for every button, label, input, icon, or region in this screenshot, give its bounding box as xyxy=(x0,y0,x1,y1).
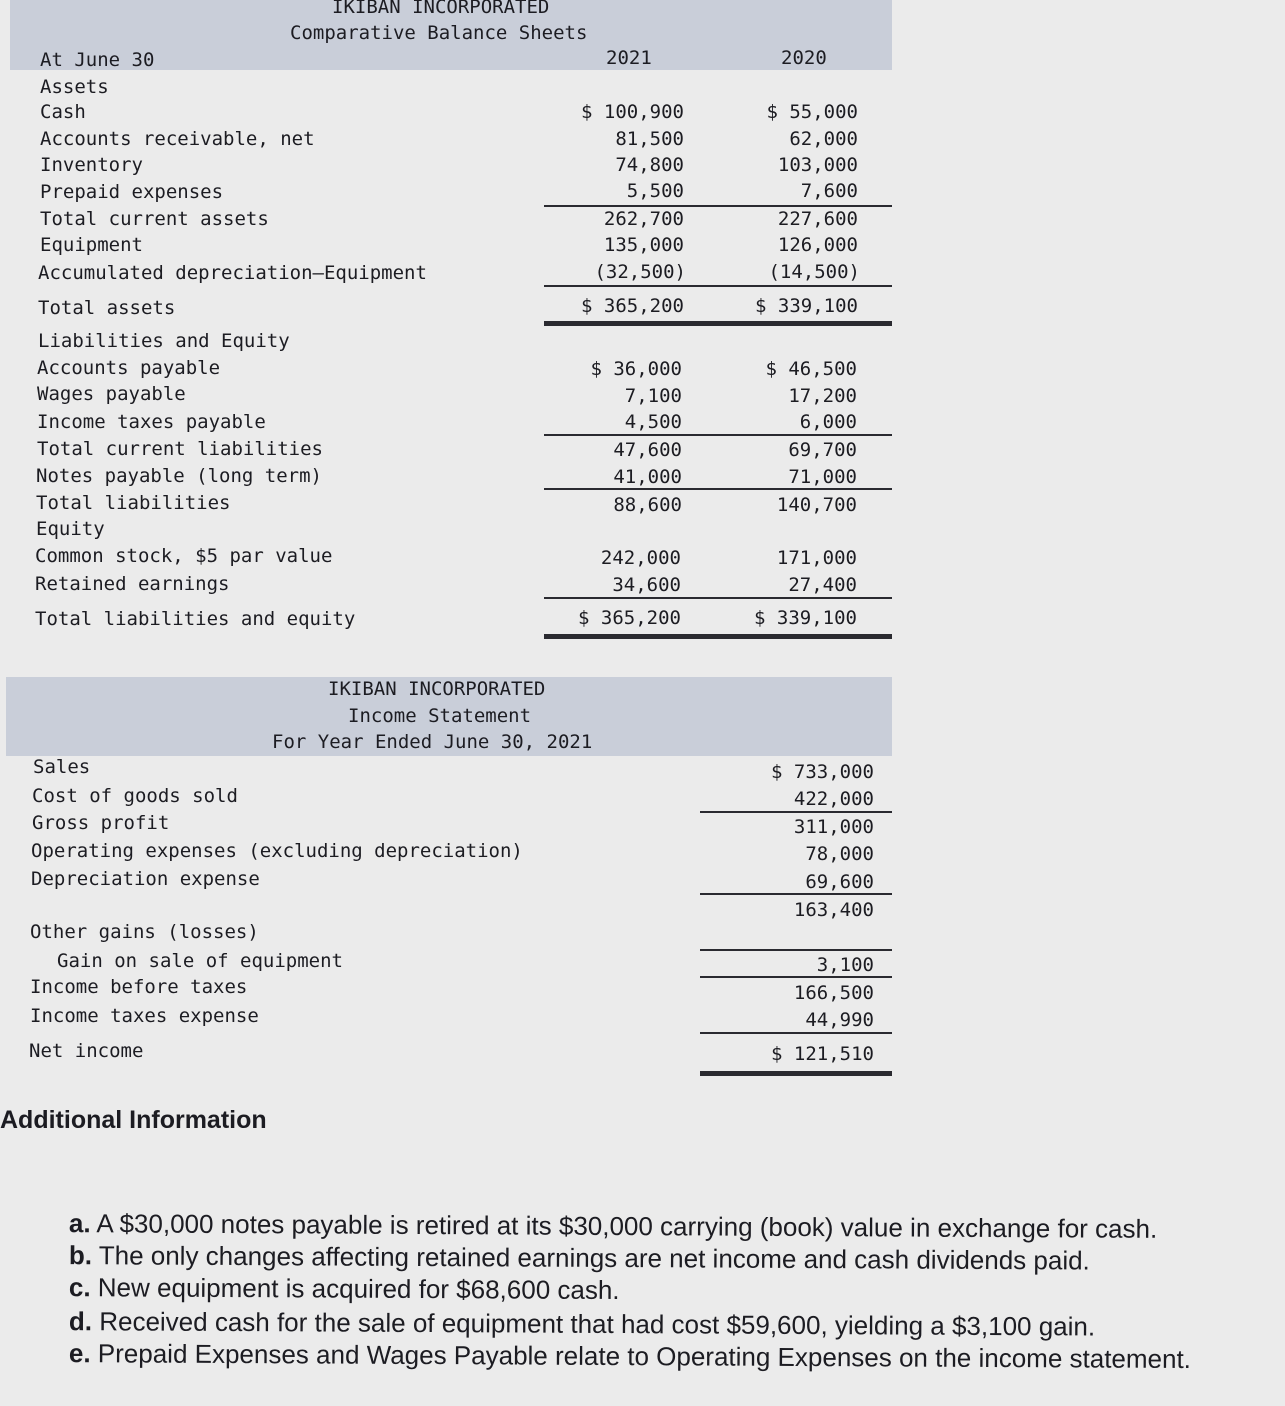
value-2021-wages-payable: 7,100 xyxy=(624,385,682,407)
balance-sheet-period-label: At June 30 xyxy=(40,49,155,71)
value-2020-cash: $ 55,000 xyxy=(766,101,858,123)
row-label-equipment: Equipment xyxy=(40,234,143,256)
info-item-a-text: A $30,000 notes payable is retired at its $30,000 carrying (book) value in exchange for cash. xyxy=(96,1208,1158,1244)
value-2020-retained-earnings: 27,400 xyxy=(788,574,857,596)
row-label-sales: Sales xyxy=(33,756,91,778)
value-2021-retained-earnings: 34,600 xyxy=(612,574,681,596)
info-item-e-letter: e. xyxy=(68,1338,91,1369)
row-label-total-assets: Total assets xyxy=(38,297,176,319)
value-2021-cash: $ 100,900 xyxy=(581,101,684,123)
row-label-total-liabilities-and-equity: Total liabilities and equity xyxy=(35,608,356,630)
info-item-b-text: The only changes affecting retained earnings are net income and cash dividends paid. xyxy=(98,1240,1090,1276)
rule-prepaid xyxy=(544,205,892,207)
row-label-depreciation-expense: Depreciation expense xyxy=(31,868,260,890)
income-statement-title: Income Statement xyxy=(348,705,532,727)
value-2020-common-stock: 171,000 xyxy=(776,547,857,569)
value-2021-total-assets: $ 365,200 xyxy=(581,295,684,317)
value-2021-total-current-assets: 262,700 xyxy=(603,208,684,230)
value-2021-income-taxes-payable: 4,500 xyxy=(624,411,682,433)
value-2021-total-current-liabilities: 47,600 xyxy=(613,439,682,461)
value-2020-total-current-assets: 227,600 xyxy=(777,208,858,230)
column-header-2020: 2020 xyxy=(781,47,827,69)
info-item-b-letter: b. xyxy=(68,1240,93,1271)
row-label-retained-earnings: Retained earnings xyxy=(35,573,230,595)
income-statement-period: For Year Ended June 30, 2021 xyxy=(272,731,593,753)
value-2020-accounts-receivable: 62,000 xyxy=(789,128,858,150)
value-2020-equipment: 126,000 xyxy=(777,234,858,256)
row-label-accounts-payable: Accounts payable xyxy=(37,357,221,379)
row-label-income-taxes-expense: Income taxes expense xyxy=(30,1005,259,1027)
value-2020-total-liabilities: 140,700 xyxy=(776,494,857,516)
rule-accum-dep xyxy=(544,285,892,287)
row-label-accumulated-depreciation: Accumulated depreciation—Equipment xyxy=(38,262,427,284)
rule-depreciation-expense xyxy=(700,893,892,895)
value-income-taxes-expense: 44,990 xyxy=(805,1009,874,1031)
row-label-liabilities-and-equity: Liabilities and Equity xyxy=(38,330,290,352)
value-2020-accounts-payable: $ 46,500 xyxy=(765,358,857,380)
value-net-income: $ 121,510 xyxy=(771,1043,874,1065)
info-item-e xyxy=(40,1307,1191,1406)
rule-income-taxes-expense xyxy=(700,1032,892,1034)
row-label-other-gains: Other gains (losses) xyxy=(30,921,259,943)
row-label-net-income: Net income xyxy=(29,1040,144,1062)
value-2021-inventory: 74,800 xyxy=(615,154,684,176)
info-item-c-text: New equipment is acquired for $68,600 cash. xyxy=(97,1272,620,1306)
value-2021-prepaid-expenses: 5,500 xyxy=(626,180,684,202)
rule-net-income xyxy=(700,1071,892,1076)
info-item-d-letter: d. xyxy=(68,1306,93,1337)
row-label-cost-of-goods-sold: Cost of goods sold xyxy=(32,785,238,807)
row-label-operating-expenses: Operating expenses (excluding depreciation) xyxy=(31,840,523,862)
balance-sheet-title: Comparative Balance Sheets xyxy=(290,22,588,44)
row-label-cash: Cash xyxy=(40,101,86,123)
rule-retained-earnings xyxy=(544,597,892,599)
info-item-e-text: Prepaid Expenses and Wages Payable relate to Operating Expenses on the income statement. xyxy=(97,1338,1192,1375)
value-2021-equipment: 135,000 xyxy=(603,234,684,256)
income-statement-company: IKIBAN INCORPORATED xyxy=(328,678,546,700)
value-income-before-taxes: 166,500 xyxy=(793,982,874,1004)
value-total-operating-expenses: 163,400 xyxy=(793,899,874,921)
value-2020-inventory: 103,000 xyxy=(777,154,858,176)
row-label-income-taxes-payable: Income taxes payable xyxy=(37,411,266,433)
row-label-wages-payable: Wages payable xyxy=(37,383,186,405)
value-2021-accounts-receivable: 81,500 xyxy=(615,128,684,150)
info-item-c-letter: c. xyxy=(68,1272,91,1303)
rule-gain-on-sale xyxy=(700,976,892,978)
row-label-notes-payable: Notes payable (long term) xyxy=(36,465,322,487)
value-2020-accumulated-depreciation: (14,500) xyxy=(768,261,860,283)
row-label-assets: Assets xyxy=(40,76,109,98)
row-label-total-liabilities: Total liabilities xyxy=(36,492,231,514)
value-2020-total-current-liabilities: 69,700 xyxy=(788,439,857,461)
value-sales: $ 733,000 xyxy=(771,761,874,783)
value-2021-accumulated-depreciation: (32,500) xyxy=(594,261,686,283)
rule-total-assets xyxy=(544,321,892,326)
info-item-d-text: Received cash for the sale of equipment that had cost $59,600, yielding a $3,100 gain. xyxy=(99,1306,1096,1342)
row-label-income-before-taxes: Income before taxes xyxy=(30,976,248,998)
row-label-gross-profit: Gross profit xyxy=(32,812,170,834)
value-2020-prepaid-expenses: 7,600 xyxy=(800,180,858,202)
value-2021-common-stock: 242,000 xyxy=(600,547,681,569)
value-2020-total-liabilities-and-equity: $ 339,100 xyxy=(754,607,857,629)
row-label-prepaid-expenses: Prepaid expenses xyxy=(40,181,224,203)
balance-sheet-company: IKIBAN INCORPORATED xyxy=(332,0,550,18)
row-label-total-current-liabilities: Total current liabilities xyxy=(37,438,323,460)
value-gross-profit: 311,000 xyxy=(793,816,874,838)
row-label-accounts-receivable: Accounts receivable, net xyxy=(40,128,315,150)
value-2020-income-taxes-payable: 6,000 xyxy=(799,411,857,433)
column-header-2021: 2021 xyxy=(606,47,652,69)
value-2020-notes-payable: 71,000 xyxy=(788,466,857,488)
value-2021-total-liabilities-and-equity: $ 365,200 xyxy=(578,607,681,629)
value-operating-expenses: 78,000 xyxy=(805,843,874,865)
rule-cost-of-goods-sold xyxy=(700,811,892,813)
value-2020-total-assets: $ 339,100 xyxy=(755,295,858,317)
value-2021-notes-payable: 41,000 xyxy=(613,466,682,488)
rule-income-taxes-payable xyxy=(544,434,892,436)
info-item-a-letter: a. xyxy=(68,1208,91,1239)
value-2020-wages-payable: 17,200 xyxy=(788,385,857,407)
row-label-common-stock: Common stock, $5 par value xyxy=(35,545,333,567)
value-cost-of-goods-sold: 422,000 xyxy=(793,788,874,810)
row-label-total-current-assets: Total current assets xyxy=(40,208,269,230)
value-depreciation-expense: 69,600 xyxy=(805,871,874,893)
value-2021-accounts-payable: $ 36,000 xyxy=(590,358,682,380)
row-label-gain-on-sale: Gain on sale of equipment xyxy=(57,950,343,972)
row-label-inventory: Inventory xyxy=(40,154,143,176)
rule-notes-payable xyxy=(544,488,892,490)
value-gain-on-sale: 3,100 xyxy=(816,954,874,976)
additional-information-heading: Additional Information xyxy=(0,1106,267,1134)
rule-gain-on-sale-top xyxy=(700,949,892,951)
rule-total-liabilities-and-equity xyxy=(544,634,892,639)
value-2021-total-liabilities: 88,600 xyxy=(613,494,682,516)
row-label-equity: Equity xyxy=(36,518,105,540)
